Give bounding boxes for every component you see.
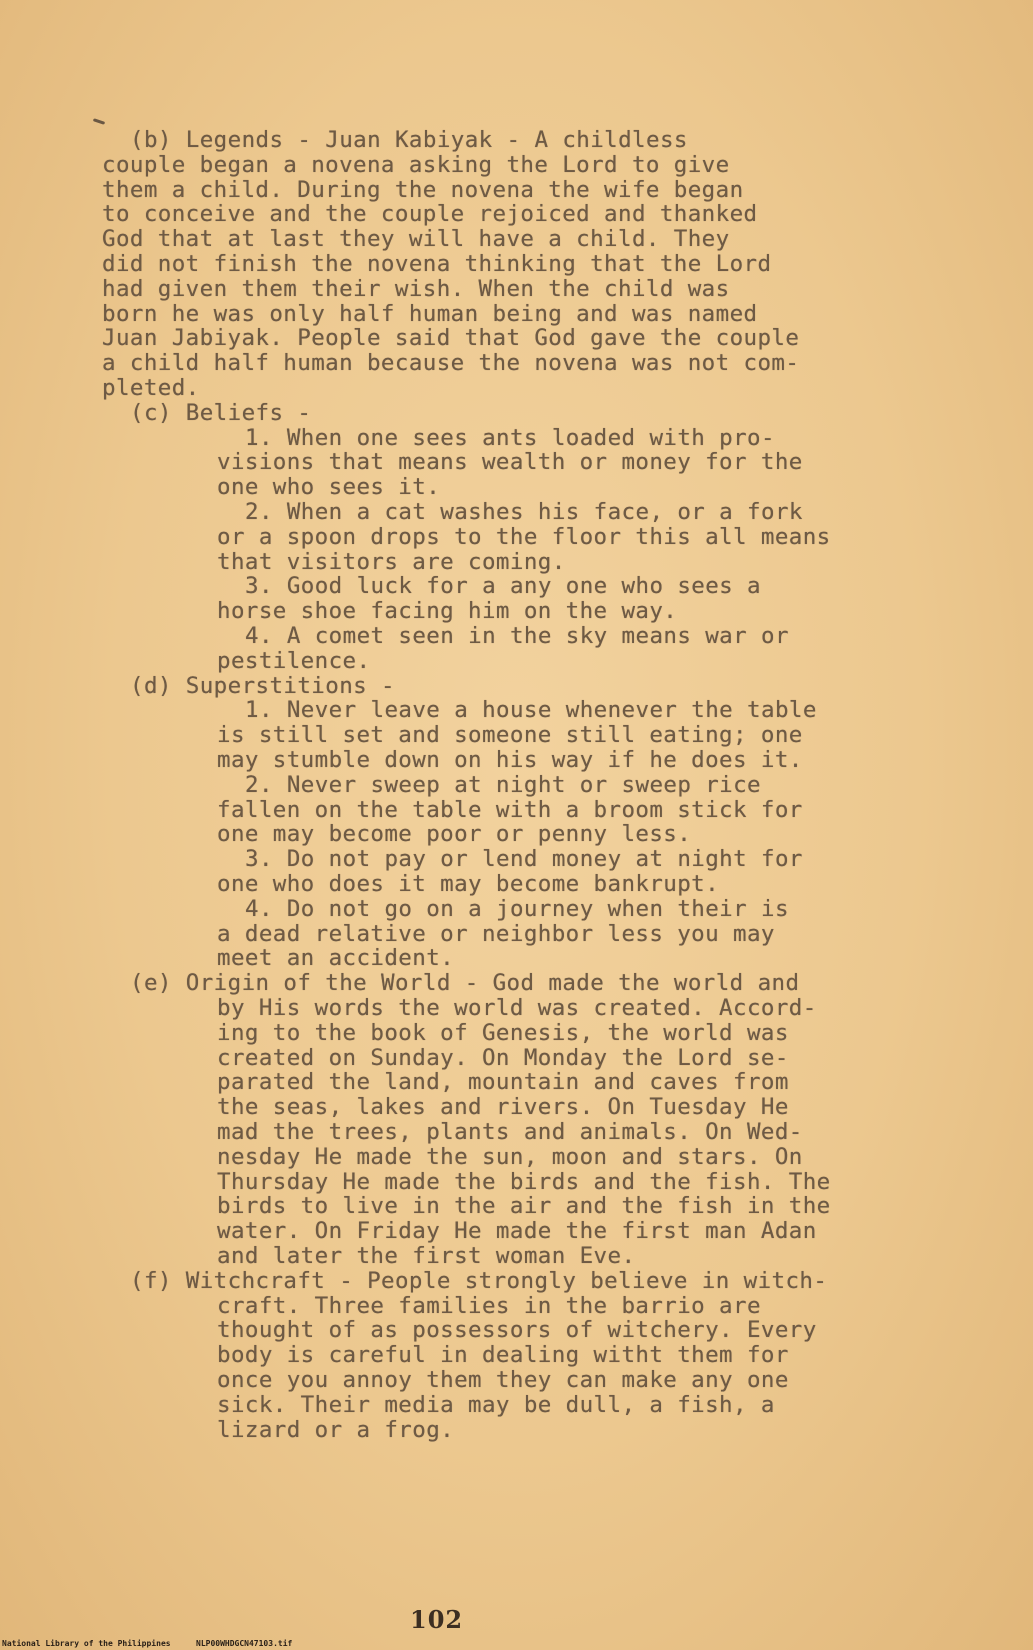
text-line: nesday He made the sun, moon and stars. On — [217, 1143, 803, 1170]
text-line: mad the trees, plants and animals. On Wed- — [217, 1119, 803, 1145]
text-line: fallen on the table with a broom stick for — [217, 796, 803, 823]
text-line: had given them their wish. When the child was — [102, 275, 730, 302]
text-line: them a child. During the novena the wife began — [102, 176, 744, 203]
text-line: or a spoon drops to the floor this all means — [217, 523, 831, 550]
text-line: once you annoy them they can make any one — [217, 1367, 789, 1393]
text-line: ing to the book of Genesis, the world was — [217, 1019, 789, 1046]
library-credit: National Library of the Philippines — [2, 1639, 171, 1648]
text-line: lizard or a frog. — [217, 1416, 455, 1443]
text-line: the seas, lakes and rivers. On Tuesday He — [217, 1094, 789, 1121]
text-line: God that at last they will have a child. They — [102, 226, 730, 253]
text-line: a child half human because the novena was not com- — [102, 350, 800, 377]
text-line: parated the land, mountain and caves from — [217, 1069, 789, 1096]
text-line: is still set and someone still eating; one — [217, 722, 803, 749]
text-line: 4. Do not go on a journey when their is — [245, 895, 789, 922]
text-line: that visitors are coming. — [217, 548, 566, 575]
text-line: 1. When one sees ants loaded with pro- — [245, 424, 775, 451]
text-line: by His words the world was created. Accord- — [217, 995, 817, 1021]
text-line: 3. Good luck for a any one who sees a — [245, 573, 762, 600]
text-line: horse shoe facing him on the way. — [217, 598, 678, 625]
text-line: Juan Jabiyak. People said that God gave the couple — [102, 325, 800, 352]
text-line: (b) Legends - Juan Kabiyak - A childless — [130, 127, 688, 153]
text-line: visions that means wealth or money for the — [217, 449, 803, 476]
text-line: pleted. — [102, 375, 200, 401]
text-line: a dead relative or neighbor less you may — [217, 920, 775, 947]
text-line: water. On Friday He made the first man Adan — [217, 1218, 817, 1245]
text-line: to conceive and the couple rejoiced and thanked — [102, 201, 758, 228]
scan-footer — [0, 1637, 1033, 1650]
text-line: born he was only half human being and was named — [102, 300, 758, 327]
text-line: (e) Origin of the World - God made the world and — [130, 970, 800, 997]
text-line: (d) Superstitions - — [130, 672, 395, 699]
text-line: 1. Never leave a house whenever the table — [245, 697, 817, 724]
text-line: may stumble down on his way if he does it. — [217, 747, 803, 773]
page-number: 102 — [410, 1605, 464, 1634]
scan-filename: NLP00WHDGCN47103.tif — [196, 1639, 293, 1648]
text-line: 2. Never sweep at night or sweep rice — [245, 771, 762, 798]
text-line: sick. Their media may be dull, a fish, a — [217, 1391, 775, 1418]
text-line: 2. When a cat washes his face, or a fork — [245, 499, 803, 525]
text-line: meet an accident. — [217, 945, 455, 972]
text-line: one who does it may become bankrupt. — [217, 871, 720, 897]
text-line: Thursday He made the birds and the fish. The — [217, 1168, 831, 1195]
text-line: one who sees it. — [217, 474, 441, 501]
text-line: did not finish the novena thinking that the Lord — [102, 251, 772, 277]
text-line: (c) Beliefs - — [130, 399, 312, 426]
text-line: created on Sunday. On Monday the Lord se- — [217, 1044, 789, 1071]
text-line: couple began a novena asking the Lord to give — [102, 151, 730, 178]
text-line: craft. Three families in the barrio are — [217, 1292, 761, 1319]
text-line: one may become poor or penny less. — [217, 821, 692, 848]
text-line: body is careful in dealing witht them for — [217, 1342, 789, 1369]
text-line: birds to live in the air and the fish in the — [217, 1193, 831, 1220]
text-line: (f) Witchcraft - People strongly believe in witch- — [130, 1267, 828, 1294]
text-line: 4. A comet seen in the sky means war or — [245, 623, 789, 649]
text-line: 3. Do not pay or lend money at night for — [245, 846, 803, 873]
ink-mark — [93, 118, 105, 125]
text-line: and later the first woman Eve. — [217, 1243, 636, 1269]
text-line: thought of as possessors of witchery. Every — [217, 1317, 817, 1344]
text-line: pestilence. — [217, 647, 371, 674]
